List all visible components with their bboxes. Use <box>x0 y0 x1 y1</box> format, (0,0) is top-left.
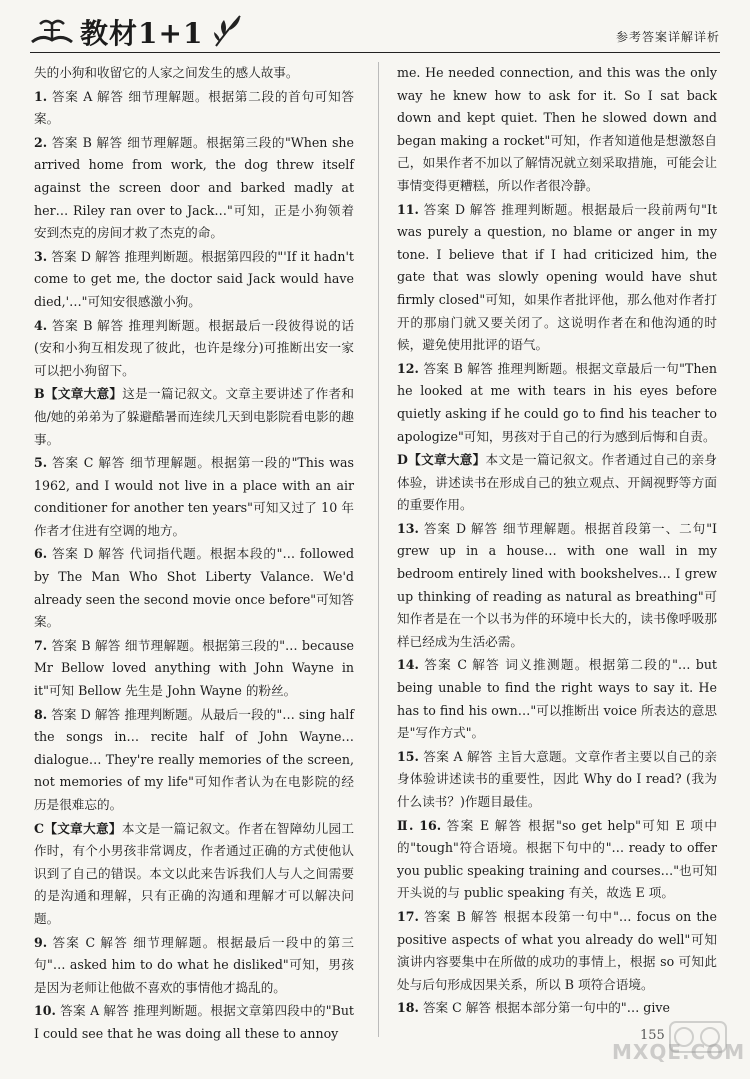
entry-text: 答案 A 解答 推理判断题。根据文章第四段中的"But I could see that he was doing all these to annoy <box>34 1003 354 1041</box>
entry-text: 本文是一篇记叙文。作者在智障幼儿园工作时，有个小男孩非常调皮，作者通过正确的方式使他认识到了自己的错误。本文以此来告诉我们人与人之间需要的是沟通和理解，只有正确的沟通和理解才可以解决问题。 <box>34 820 354 926</box>
answer-item <box>34 246 354 314</box>
passage-summary <box>34 818 354 931</box>
entry-text: 答案 E 解答 根据"so get help"可知 E 项中的"tough"符合语境。根据下句中的"… ready to offer you public speaking training and courses…"也可知开头说的与 public speaking 有关，故选 E 项。 <box>397 817 717 901</box>
question-number: 17. <box>397 908 419 924</box>
answer-item <box>397 906 717 996</box>
entry-text: 答案 D 解答 推理判断题。从最后一段的"… sing half the songs in… recite half of John Wayne… dialogue… They're really memories of the screen, not memories of my life"可知作者认为在电影院的经历是很难忘的。 <box>34 706 354 812</box>
column-divider <box>378 62 379 1037</box>
question-number: 13. <box>397 520 419 536</box>
question-number: 12. <box>397 360 419 376</box>
entry-text: 失的小狗和收留它的人家之间发生的感人故事。 <box>34 65 299 80</box>
answer-item <box>397 654 717 744</box>
question-number: 10. <box>34 1003 56 1019</box>
answer-item <box>34 452 354 542</box>
answer-item <box>397 199 717 357</box>
open-book-icon <box>30 16 74 48</box>
question-number: 1. <box>34 88 48 104</box>
question-number: 6. <box>34 546 48 562</box>
answer-item <box>34 132 354 245</box>
entry-text: 答案 D 解答 细节理解题。根据首段第一、二句"I grew up in a house… with one wall in my bedroom entirely lined with bookshelves… I grew up thinking of reading as natural as breathing"可知作者是在一个以书为伴的环境中长大的，读书像呼吸那样已经成为生活必需。 <box>397 520 717 649</box>
passage-summary <box>34 383 354 451</box>
summary-tag: B【文章大意】 <box>34 386 123 402</box>
entry-text: me. He needed connection, and this was the only way he knew how to ask for it. So I sat back down and kept quiet. Then he slowed down and began making a rocket"可知，作者知道他是想激怒自己，如果作者不加以了解情况就立刻采取措施，可能会让事情变得更糟糕，所以作者很冷静。 <box>397 65 717 193</box>
right-column <box>397 62 717 1021</box>
answer-item <box>397 815 717 905</box>
question-number: 4. <box>34 317 48 333</box>
question-number: 15. <box>397 748 419 764</box>
entry-text: 答案 C 解答 细节理解题。根据最后一段中的第三句"… asked him to do what he disliked"可知，男孩是因为老师让他做不喜欢的事情他才捣乱的。 <box>34 934 354 995</box>
leaf-sprig-icon <box>212 12 244 48</box>
entry-text: 答案 C 解答 根据本部分第一句中的"… give <box>422 1000 670 1016</box>
answer-item <box>34 635 354 703</box>
entry-text: 答案 B 解答 细节理解题。根据第三段的"… because Mr Bellow loved anything with John Wayne in it"可知 Bellow 先生是 John Wayne 的粉丝。 <box>34 637 354 699</box>
section-title: 参考答案详解详析 <box>615 30 720 44</box>
answer-item <box>34 543 354 633</box>
question-number: 18. <box>397 1000 419 1016</box>
answer-item <box>397 518 717 654</box>
page-header <box>0 0 750 56</box>
question-number: 8. <box>34 706 48 722</box>
summary-tag: C【文章大意】 <box>34 820 122 836</box>
brand-title: 教材1+1 <box>80 17 204 50</box>
question-number: 3. <box>34 248 48 264</box>
header-rule <box>30 52 720 53</box>
answer-item <box>397 997 717 1020</box>
answer-item <box>34 1000 354 1045</box>
question-number: 2. <box>34 134 48 150</box>
entry-text: 答案 B 解答 推理判断题。根据最后一段彼得说的话(安和小狗互相发现了彼此，也许是缘分)可推断出安一家可以把小狗留下。 <box>34 317 354 378</box>
question-number: 14. <box>397 657 419 673</box>
entry-text: 这是一篇记叙文。文章主要讲述了作者和他/她的弟弟为了躲避酷暑而连续几天到电影院看电影的趣事。 <box>34 386 354 447</box>
question-number: 11. <box>397 201 419 217</box>
answer-item <box>34 315 354 383</box>
entry-text: 答案 D 解答 推理判断题。根据第四段的"'If it hadn't come to get me, the doctor said Jack would have died,'…"可知安很感激小狗。 <box>34 248 354 309</box>
question-number: 9. <box>34 934 48 950</box>
page-number: 155 <box>640 1028 665 1043</box>
entry-text: 本文是一篇记叙文。作者通过自己的亲身体验，讲述读书在形成自己的独立观点、开阔视野等方面的重要作用。 <box>397 452 718 513</box>
entry-text: 答案 B 解答 推理判断题。根据文章最后一句"Then he looked at me with tears in his eyes before quietly asking if he could go to find his teacher to apologize"可知，男孩对于自己的行为感到后悔和自责。 <box>397 360 717 444</box>
answer-item <box>34 932 354 1000</box>
passage-summary <box>397 449 717 517</box>
entry-text: 答案 B 解答 细节理解题。根据第三段的"When she arrived home from work, the dog threw itself against the screen door and barked madly at her… Riley ran over to Jack…"可知，正是小狗领着安到杰克的房间才救了杰克的命。 <box>34 134 354 241</box>
watermark-text: MXQE.COM <box>612 1040 746 1064</box>
entry-text: 答案 C 解答 词义推测题。根据第二段的"… but being unable to find the right ways to say it. He has to find his own…"可以推断出 voice 所表达的意思是"写作方式"。 <box>397 657 717 741</box>
entry-text: 答案 A 解答 主旨大意题。文章作者主要以自己的亲身体验讲述读书的重要性，因此 Why do I read? (我为什么读书？)作题目最佳。 <box>397 748 717 809</box>
question-number: 5. <box>34 455 48 471</box>
answer-item <box>34 704 354 817</box>
question-number: 7. <box>34 637 48 653</box>
summary-tag: D【文章大意】 <box>397 452 486 468</box>
continued-text <box>397 62 717 198</box>
entry-text: 答案 B 解答 根据本段第一句中"… focus on the positive aspects of what you already do well"可知演讲内容要集中在所做的成功的事情上，根据 so 可知此处与后句形成因果关系，所以 B 项符合语境。 <box>397 908 717 992</box>
entry-text: 答案 D 解答 代词指代题。根据本段的"… followed by The Man Who Shot Liberty Valance. We'd already seen the second movie once before"可知答案。 <box>34 546 355 630</box>
entry-text: 答案 A 解答 细节理解题。根据第二段的首句可知答案。 <box>34 88 354 127</box>
answer-item <box>397 358 717 448</box>
answer-item <box>397 746 717 814</box>
left-column <box>34 62 354 1047</box>
entry-text: 答案 C 解答 细节理解题。根据第一段的"This was 1962, and I would not live in a place with an air conditioner for another ten years"可知又过了 10 年作者才住进有空调的地方。 <box>34 455 354 538</box>
question-number: Ⅱ. 16. <box>397 817 442 833</box>
answer-item <box>34 86 354 131</box>
entry-text: 答案 D 解答 推理判断题。根据最后一段前两句"It was purely a question, no blame or anger in my tone. I believe that if I had criticized him, the gate that was slowly opening would have shut firmly closed"可知，如果作者批评他，那么他对作者打开的那扇门就又要关闭了。这说明作者在和他沟通的时候，避免使用批评的语气。 <box>397 201 717 353</box>
continued-text <box>34 62 354 85</box>
